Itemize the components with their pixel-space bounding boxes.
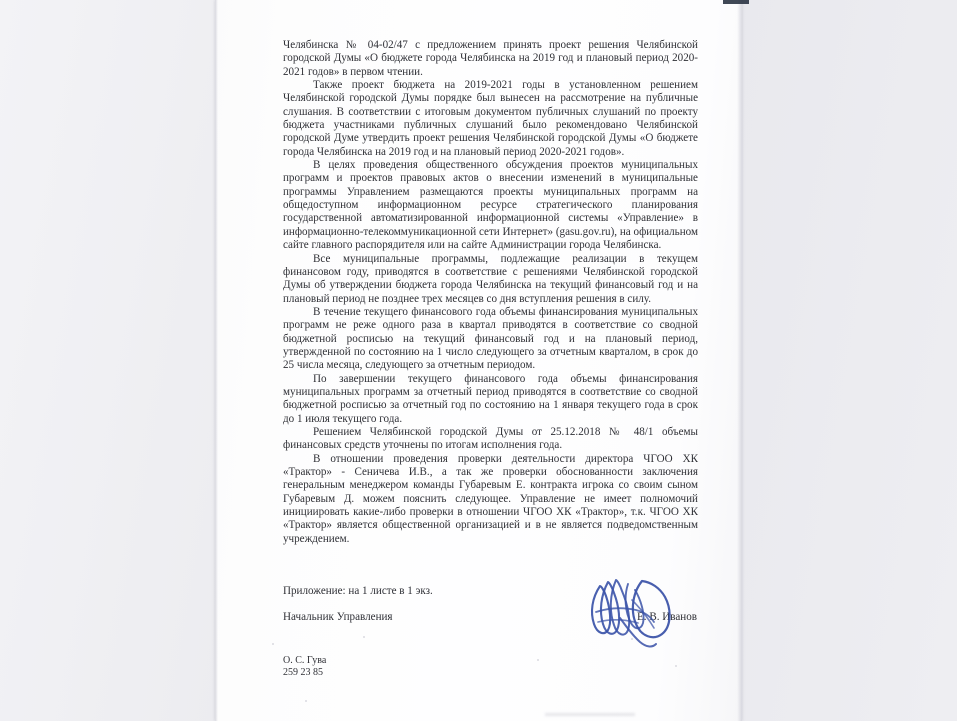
scan-speck (537, 659, 539, 661)
attachment-note: Приложение: на 1 листе в 1 экз. (283, 585, 433, 597)
contact-name: О. С. Гува (283, 655, 327, 666)
paragraph: Также проект бюджета на 2019-2021 годы в установленном решением Челябинской городской Думы порядке был вынесен на рассмотрение на публичные слушания. В соответствии с итоговым документом публичных слушаний по проекту бюджета участниками публичных слушаний было рекомендовано Челябинской городской Думе утвердить проект решения Челябинской городской Думы «О бюджете города Челябинска на 2019 год и на плановый период 2020-2021 годов». (283, 79, 698, 158)
signer-name: Е. В. Иванов (637, 611, 698, 623)
scan-speck (305, 700, 307, 702)
scan-speck (363, 636, 365, 638)
scan-bottom-smudge (545, 713, 635, 716)
scan-speck (272, 643, 274, 645)
paragraph: Все муниципальные программы, подлежащие реализации в текущем финансовом году, приводятся в соответствие с решениями Челябинской городской Думы об утверждении бюджета города Челябинска на текущий финансовый год и на плановый период не позднее трех месяцев со дня вступления решения в силу. (283, 252, 698, 305)
signer-title: Начальник Управления (283, 611, 393, 623)
paragraph: По завершении текущего финансового года объемы финансирования муниципальных программ за отчетный период приводятся в соответствие со сводной бюджетной росписью за отчетный год по состоянию на 1 января текущего года в срок до 1 июля текущего года. (283, 372, 698, 425)
paragraph: В целях проведения общественного обсуждения проектов муниципальных программ и проектов правовых актов о внесении изменений в муниципальные программы Управлением размещаются проекты муниципальных программ на общедоступном информационном ресурсе стратегического планирования государственной автоматизированной информационной системы «Управление» в информационно-телекоммуникационной сети Интернет» (gasu.gov.ru), на официальном сайте главного распорядителя или на сайте Администрации города Челябинска. (283, 159, 698, 252)
scan-speck (631, 638, 633, 640)
document-body (283, 39, 698, 546)
paragraph: В течение текущего финансового года объемы финансирования муниципальных программ не реже одного раза в квартал приводятся в соответствие со сводной бюджетной росписью на текущий финансовый год и на плановый период, утвержденной по состоянию на 1 число следующего за отчетным кварталом, в срок до 25 числа месяца, следующего за отчетным периодом. (283, 305, 698, 372)
page-right-edge (737, 0, 742, 721)
paragraph: Решением Челябинской городской Думы от 25.12.2018 № 48/1 объемы финансовых средств уточнены по итогам исполнения года. (283, 425, 698, 452)
document-page (215, 0, 742, 721)
scan-speck (675, 665, 677, 667)
paragraph: В отношении проведения проверки деятельности директора ЧГОО ХК «Трактор» - Сеничева И.В., а так же проверки обоснованности заключения генеральным менеджером команды Губаревым Е. контракта игрока со своим сыном Губаревым Д. можем пояснить следующее. Управление не имеет полномочий инициировать какие-либо проверки в отношении ЧГОО ХК «Трактор», т.к. ЧГОО ХК «Трактор» является общественной организацией и в не является подведомственным учреждением. (283, 452, 698, 545)
contact-block (283, 655, 326, 678)
page-left-edge (215, 0, 218, 721)
contact-phone: 259 23 85 (283, 666, 323, 678)
scan-top-edge-artifact (723, 0, 749, 4)
paragraph: Челябинска № 04-02/47 с предложением принять проект решения Челябинской городской Думы «О бюджете города Челябинска на 2019 год и плановый период 2020-2021 годов» в первом чтении. (283, 39, 698, 78)
